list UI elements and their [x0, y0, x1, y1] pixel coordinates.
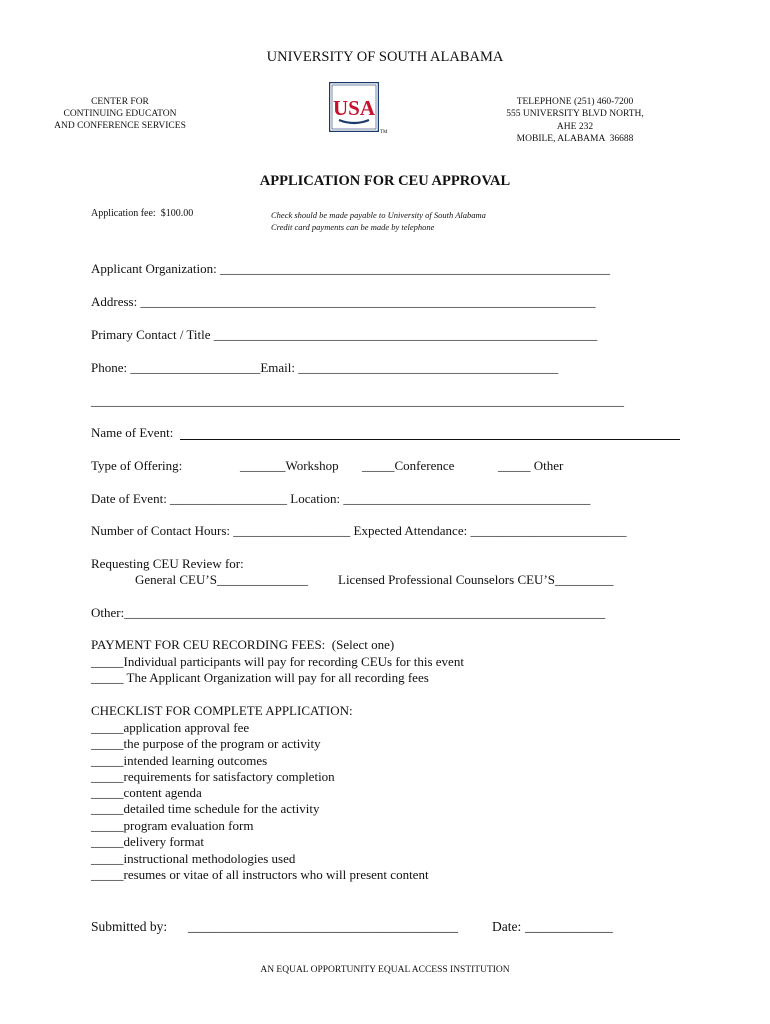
payment-note-line: Credit card payments can be made by telephone	[271, 222, 435, 232]
payment-heading: PAYMENT FOR CEU RECORDING FEES: (Select one)	[91, 637, 395, 652]
name-of-event-label: Name of Event:	[91, 425, 177, 440]
checklist-item[interactable]: _____resumes or vitae of all instructors who will present content	[91, 867, 429, 882]
checklist-item[interactable]: _____instructional methodologies used	[91, 851, 296, 866]
payment-note	[271, 209, 486, 233]
logo-text: USA	[332, 96, 376, 120]
trademark-mark: TM	[380, 130, 388, 135]
type-of-offering-label: Type of Offering:	[91, 458, 183, 473]
phone-email-field[interactable]: Phone: ____________________Email: ________________________________________	[91, 360, 559, 375]
checklist-item[interactable]: _____requirements for satisfactory completion	[91, 769, 335, 784]
name-of-event-field[interactable]	[180, 439, 680, 440]
payment-note-line: Check should be made payable to University of South Alabama	[271, 210, 486, 220]
date-location-field[interactable]: Date of Event: __________________ Location: ______________________________________	[91, 491, 591, 506]
checklist-item[interactable]: _____intended learning outcomes	[91, 753, 268, 768]
other-field[interactable]: Other:__________________________________________________________________________	[91, 605, 606, 620]
checklist-item[interactable]: _____delivery format	[91, 834, 204, 849]
contact-address	[490, 96, 660, 145]
center-line: AND CONFERENCE SERVICES	[54, 121, 186, 131]
address-line: 555 UNIVERSITY BLVD NORTH,	[506, 109, 644, 120]
address-line: MOBILE, ALABAMA 36688	[516, 133, 634, 144]
checklist-item[interactable]: _____program evaluation form	[91, 818, 254, 833]
payment-option[interactable]: _____ The Applicant Organization will pay for all recording fees	[91, 670, 429, 685]
submitted-by-field[interactable]: ________________________________________	[188, 919, 458, 934]
submitted-by-label: Submitted by:	[91, 919, 168, 934]
blank-line-field[interactable]: __________________________________________________________________________________	[91, 393, 624, 408]
university-name: UNIVERSITY OF SOUTH ALABAMA	[266, 49, 504, 65]
center-name	[40, 96, 200, 132]
date-label: Date:	[492, 919, 522, 934]
requesting-ceu-label: Requesting CEU Review for:	[91, 556, 244, 571]
usa-logo	[329, 82, 379, 132]
general-ceus-option[interactable]: General CEU’S______________	[135, 572, 308, 587]
checklist-item[interactable]: _____content agenda	[91, 785, 202, 800]
application-fee: Application fee: $100.00	[91, 208, 194, 219]
address-line: TELEPHONE (251) 460-7200	[516, 97, 634, 107]
footer-statement: AN EQUAL OPPORTUNITY EQUAL ACCESS INSTITUTION	[260, 965, 510, 975]
payment-option[interactable]: _____Individual participants will pay for recording CEUs for this event	[91, 654, 464, 669]
center-line: CENTER FOR	[91, 97, 149, 107]
contact-hours-field[interactable]: Number of Contact Hours: __________________ Expected Attendance: ________________________	[91, 523, 627, 538]
date-field[interactable]: _____________	[525, 919, 613, 934]
address-field[interactable]: Address: ______________________________________________________________________	[91, 294, 596, 309]
conference-option[interactable]: _____Conference	[362, 458, 455, 473]
checklist-item[interactable]: _____detailed time schedule for the activity	[91, 801, 320, 816]
checklist-item[interactable]: _____the purpose of the program or activity	[91, 736, 321, 751]
checklist-heading: CHECKLIST FOR COMPLETE APPLICATION:	[91, 703, 353, 718]
form-title: APPLICATION FOR CEU APPROVAL	[259, 173, 511, 189]
address-line: AHE 232	[556, 121, 594, 132]
center-line: CONTINUING EDUCATON	[63, 109, 177, 119]
applicant-organization-field[interactable]: Applicant Organization: ____________________________________________________________	[91, 261, 611, 276]
lpc-ceus-option[interactable]: Licensed Professional Counselors CEU’S_________	[338, 572, 614, 587]
primary-contact-field[interactable]: Primary Contact / Title ___________________________________________________________	[91, 327, 598, 342]
checklist-item[interactable]: _____application approval fee	[91, 720, 250, 735]
other-option[interactable]: _____ Other	[498, 458, 564, 473]
workshop-option[interactable]: _______Workshop	[240, 458, 339, 473]
